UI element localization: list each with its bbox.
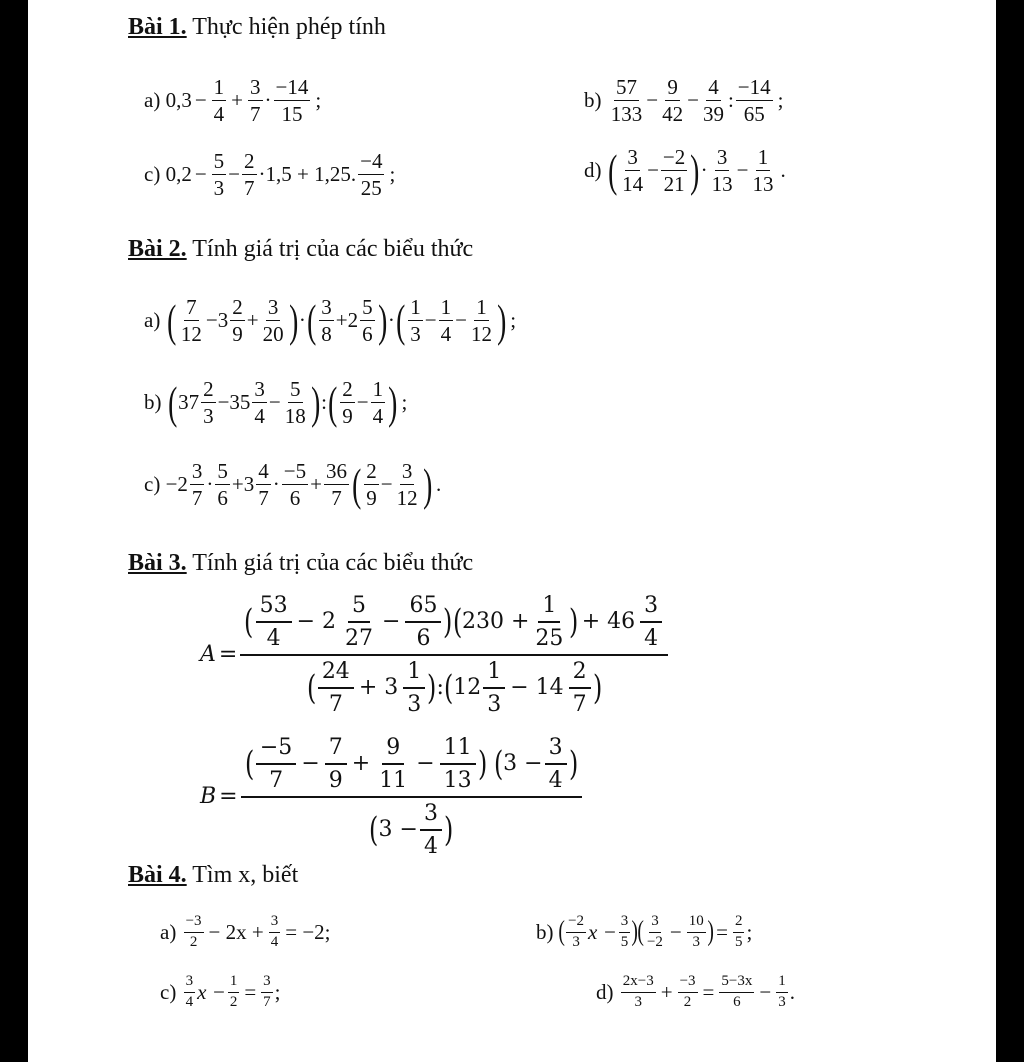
operator: −: [647, 158, 659, 183]
bai2-b: [144, 378, 410, 427]
bai4-title: [128, 862, 298, 889]
fraction: $\frac{5}{3}$: [213, 149, 225, 201]
paren-open: (: [244, 602, 254, 643]
fraction: $\frac{3}{7}$: [263, 973, 271, 1010]
fraction: $\frac{2}{5}$: [734, 913, 743, 950]
term: 3 −: [378, 817, 418, 843]
paren-close: ): [288, 294, 298, 346]
terminator: ;: [777, 88, 784, 113]
operator: +: [310, 472, 322, 497]
operator: −: [669, 919, 682, 944]
bai3-title: [128, 550, 473, 577]
operator: −: [194, 162, 207, 187]
operator: =: [702, 979, 715, 1004]
paren-open: (: [443, 668, 454, 709]
fraction: 5 6: [362, 295, 373, 347]
operator: ·: [387, 308, 395, 333]
bai1-title: [128, 14, 386, 41]
term: −35: [217, 390, 251, 415]
operator: :: [321, 390, 327, 415]
paren-close: ): [631, 916, 639, 948]
paren-open: (: [306, 294, 317, 346]
paren-open: (: [167, 376, 178, 428]
terminator: ;: [274, 979, 281, 1004]
bai1-a: [144, 76, 324, 125]
operator: =: [716, 919, 728, 944]
terminator: .: [435, 472, 442, 497]
terminator: ;: [510, 308, 517, 333]
term: 0,2: [165, 162, 192, 187]
fraction: $\frac{11}{13}$: [440, 736, 476, 792]
terminator: ;: [401, 390, 408, 415]
fraction: $\frac{3}{5}$: [620, 913, 629, 950]
paren-open: (: [493, 744, 504, 785]
fraction: 3 14: [622, 145, 644, 197]
terminator: ;: [389, 162, 396, 187]
paren-close: ): [477, 744, 487, 785]
expression-A: [200, 594, 668, 716]
term: 37: [178, 390, 200, 415]
term: −3: [205, 308, 229, 333]
fraction: $\frac{9}{11}$: [379, 735, 408, 794]
operator: ·: [272, 472, 280, 497]
label-b: b): [144, 390, 162, 415]
fraction: $\frac{3}{7}$: [250, 75, 261, 127]
paren-close: ): [388, 376, 398, 428]
paren-open: (: [607, 144, 618, 196]
term: 230 +: [462, 609, 530, 635]
bai4-heading: Tìm x, biết: [186, 862, 299, 888]
term: x −: [588, 919, 617, 944]
fraction: $\frac{9}{42}$: [662, 75, 684, 127]
fraction: 4 7: [258, 459, 269, 511]
terminator: ;: [315, 88, 322, 113]
operator: −: [380, 472, 393, 497]
numerator: [241, 736, 582, 798]
fraction: $\frac{10}{3}$: [688, 913, 704, 950]
fraction: $\frac{-2}{21}$: [662, 145, 686, 197]
fraction: 5 27: [345, 593, 374, 652]
operator: ·: [206, 472, 214, 497]
operator: +: [231, 88, 244, 113]
fraction: 1 3: [403, 660, 425, 716]
term: −2: [165, 472, 188, 497]
numerator: [240, 594, 668, 656]
fraction: $\frac{1}{4}$: [213, 75, 225, 127]
label-d: d): [596, 979, 614, 1004]
terminator: .: [789, 979, 795, 1004]
label-d: d): [584, 158, 602, 183]
fraction: −14 15: [275, 75, 309, 127]
fraction: $\frac{4}{39}$: [702, 75, 724, 127]
paren-close: ): [443, 810, 454, 851]
fraction: 7 12: [180, 295, 202, 347]
operator: −: [228, 162, 241, 187]
denominator: [303, 656, 606, 716]
operator: −: [759, 979, 772, 1004]
term: +2: [335, 308, 359, 333]
terminator: .: [780, 158, 786, 183]
term: = −2;: [285, 919, 331, 944]
operator: ·: [264, 88, 272, 113]
term: + 3: [358, 675, 399, 701]
fraction: 2 9: [232, 295, 243, 347]
fraction: 3 4: [185, 973, 194, 1010]
term: 3 −: [503, 751, 543, 777]
operator: −: [424, 308, 437, 333]
fraction: 1 3: [483, 660, 505, 716]
paren-open: (: [352, 458, 362, 510]
fraction: −3 2: [185, 913, 202, 950]
fraction: $\frac{3}{4}$: [270, 913, 279, 950]
operator: −: [646, 88, 659, 113]
paren-close: ): [310, 376, 321, 428]
terminator: ;: [746, 919, 753, 944]
fraction: 24 7: [318, 660, 354, 716]
operator: −: [194, 88, 207, 113]
operator: ·: [298, 308, 306, 333]
operator: +: [660, 979, 673, 1004]
paren-open: (: [306, 668, 316, 709]
operator: ·: [700, 158, 708, 183]
paren-close: ): [707, 916, 714, 948]
fraction: $\frac{3}{12}$: [396, 459, 418, 511]
label-c: c): [144, 472, 161, 497]
fraction: 2x−3 3: [622, 973, 654, 1010]
bai4-c: [160, 974, 281, 1011]
fraction: 57 133: [610, 75, 643, 127]
fraction: $\frac{1}{13}$: [752, 145, 774, 197]
fraction: 3 −2: [646, 913, 663, 950]
fraction: $\frac{1}{25}$: [535, 593, 564, 652]
expression-B: [200, 736, 582, 858]
label-a: a): [144, 88, 161, 113]
term: − 2: [296, 609, 337, 635]
paren-open: (: [395, 294, 406, 346]
operator: −: [736, 158, 749, 183]
fraction: 3 8: [321, 295, 332, 347]
paren-close: ): [497, 294, 507, 346]
operator: +: [351, 751, 371, 777]
operator: −: [382, 609, 401, 635]
term: ·1,5 + 1,25.: [258, 162, 357, 187]
paren-open: (: [452, 602, 463, 643]
paren-close: ): [592, 668, 602, 709]
fraction: $\frac{-3}{2}$: [679, 973, 696, 1010]
term: 0,3: [165, 88, 192, 113]
operator: :: [727, 88, 734, 113]
variable-B: B: [200, 784, 217, 810]
operator: −: [356, 390, 369, 415]
paren-open: (: [166, 294, 176, 346]
fraction: 3 4: [254, 377, 265, 429]
term: + 46: [581, 609, 636, 635]
term: 12: [453, 675, 482, 701]
operator: +: [246, 308, 259, 333]
bai4-d: [596, 974, 795, 1011]
fraction: −5 6: [283, 459, 307, 511]
fraction: $\frac{5-3x}{6}$: [721, 973, 753, 1010]
fraction: $\frac{1}{3}$: [778, 973, 786, 1010]
bai1-d: [584, 146, 789, 195]
paren-close: ): [569, 602, 579, 643]
term: − 14: [510, 675, 564, 701]
fraction: $\frac{1}{2}$: [229, 973, 238, 1010]
bai1-c: [144, 150, 398, 199]
variable-A: A: [200, 642, 216, 668]
fraction: 1 3: [410, 295, 421, 347]
label-a: a): [160, 919, 177, 944]
term: − 2x +: [208, 919, 264, 944]
fraction: $\frac{3}{20}$: [262, 295, 284, 347]
fraction: 3 7: [191, 459, 203, 511]
fraction: $\frac{5}{18}$: [284, 377, 306, 429]
term: x −: [197, 979, 226, 1004]
fraction: $\frac{36}{7}$: [325, 459, 347, 511]
operator: −: [268, 390, 281, 415]
paren-close: ): [690, 144, 700, 196]
operator: −: [455, 308, 467, 333]
operator: −: [687, 88, 699, 113]
fraction: 2 9: [342, 377, 353, 429]
bai1-number: Bài 1.: [128, 14, 187, 40]
bai4-b: [536, 914, 752, 951]
fraction: 5 6: [217, 459, 228, 511]
label-b: b): [584, 88, 602, 113]
bai4-number: Bài 4.: [128, 862, 187, 888]
fraction: $\frac{3}{4}$: [420, 802, 442, 858]
bai3-heading: Tính giá trị của các biểu thức: [186, 550, 474, 576]
fraction: $\frac{7}{9}$: [325, 736, 347, 792]
paren-close: ): [427, 668, 437, 709]
fraction: 2 3: [203, 377, 214, 429]
term: +3: [231, 472, 255, 497]
paren-close: ): [377, 294, 387, 346]
paren-open: (: [369, 810, 379, 851]
operator: −: [301, 751, 320, 777]
bai2-number: Bài 2.: [128, 236, 187, 262]
label-c: c): [160, 979, 177, 1004]
fraction: $\frac{65}{6}$: [405, 594, 441, 650]
fraction: −14 65: [737, 75, 771, 127]
fraction: 2 7: [569, 660, 591, 716]
fraction: −5 7: [256, 736, 296, 792]
paren-close: ): [422, 458, 432, 510]
bai4-a: [160, 914, 334, 951]
bai1-b: [584, 76, 786, 125]
paren-open: (: [328, 376, 338, 428]
label-a: a): [144, 308, 161, 333]
main-fraction-A: [240, 594, 668, 716]
paren-open: (: [637, 916, 644, 948]
denominator: [365, 798, 457, 858]
bai2-a: [144, 296, 519, 345]
fraction: $\frac{1}{12}$: [470, 295, 492, 347]
fraction: 53 4: [256, 594, 292, 650]
bai2-title: [128, 236, 473, 263]
paren-close: ): [443, 602, 453, 643]
bai2-heading: Tính giá trị của các biểu thức: [186, 236, 474, 262]
fraction: −2 3: [568, 913, 585, 950]
bai2-c: [144, 460, 444, 509]
operator: :: [436, 675, 444, 701]
operator: =: [219, 784, 238, 810]
fraction: $\frac{1}{4}$: [372, 377, 384, 429]
fraction: −4 25: [360, 149, 383, 201]
fraction: 3 4: [640, 594, 662, 650]
label-c: c): [144, 162, 161, 187]
paren-close: ): [568, 744, 578, 785]
worksheet-page: [28, 0, 996, 1062]
bai3-number: Bài 3.: [128, 550, 187, 576]
fraction: $\frac{1}{4}$: [440, 295, 452, 347]
paren-open: (: [244, 744, 254, 785]
paren-open: (: [558, 916, 565, 948]
fraction: 2 9: [366, 459, 377, 511]
fraction: $\frac{2}{7}$: [244, 149, 255, 201]
fraction: 3 13: [711, 145, 733, 197]
operator: =: [244, 979, 257, 1004]
main-fraction-B: [241, 736, 582, 858]
operator: =: [218, 642, 238, 668]
bai1-heading: Thực hiện phép tính: [186, 14, 386, 40]
operator: −: [416, 751, 435, 777]
label-b: b): [536, 919, 554, 944]
fraction: $\frac{3}{4}$: [545, 736, 567, 792]
